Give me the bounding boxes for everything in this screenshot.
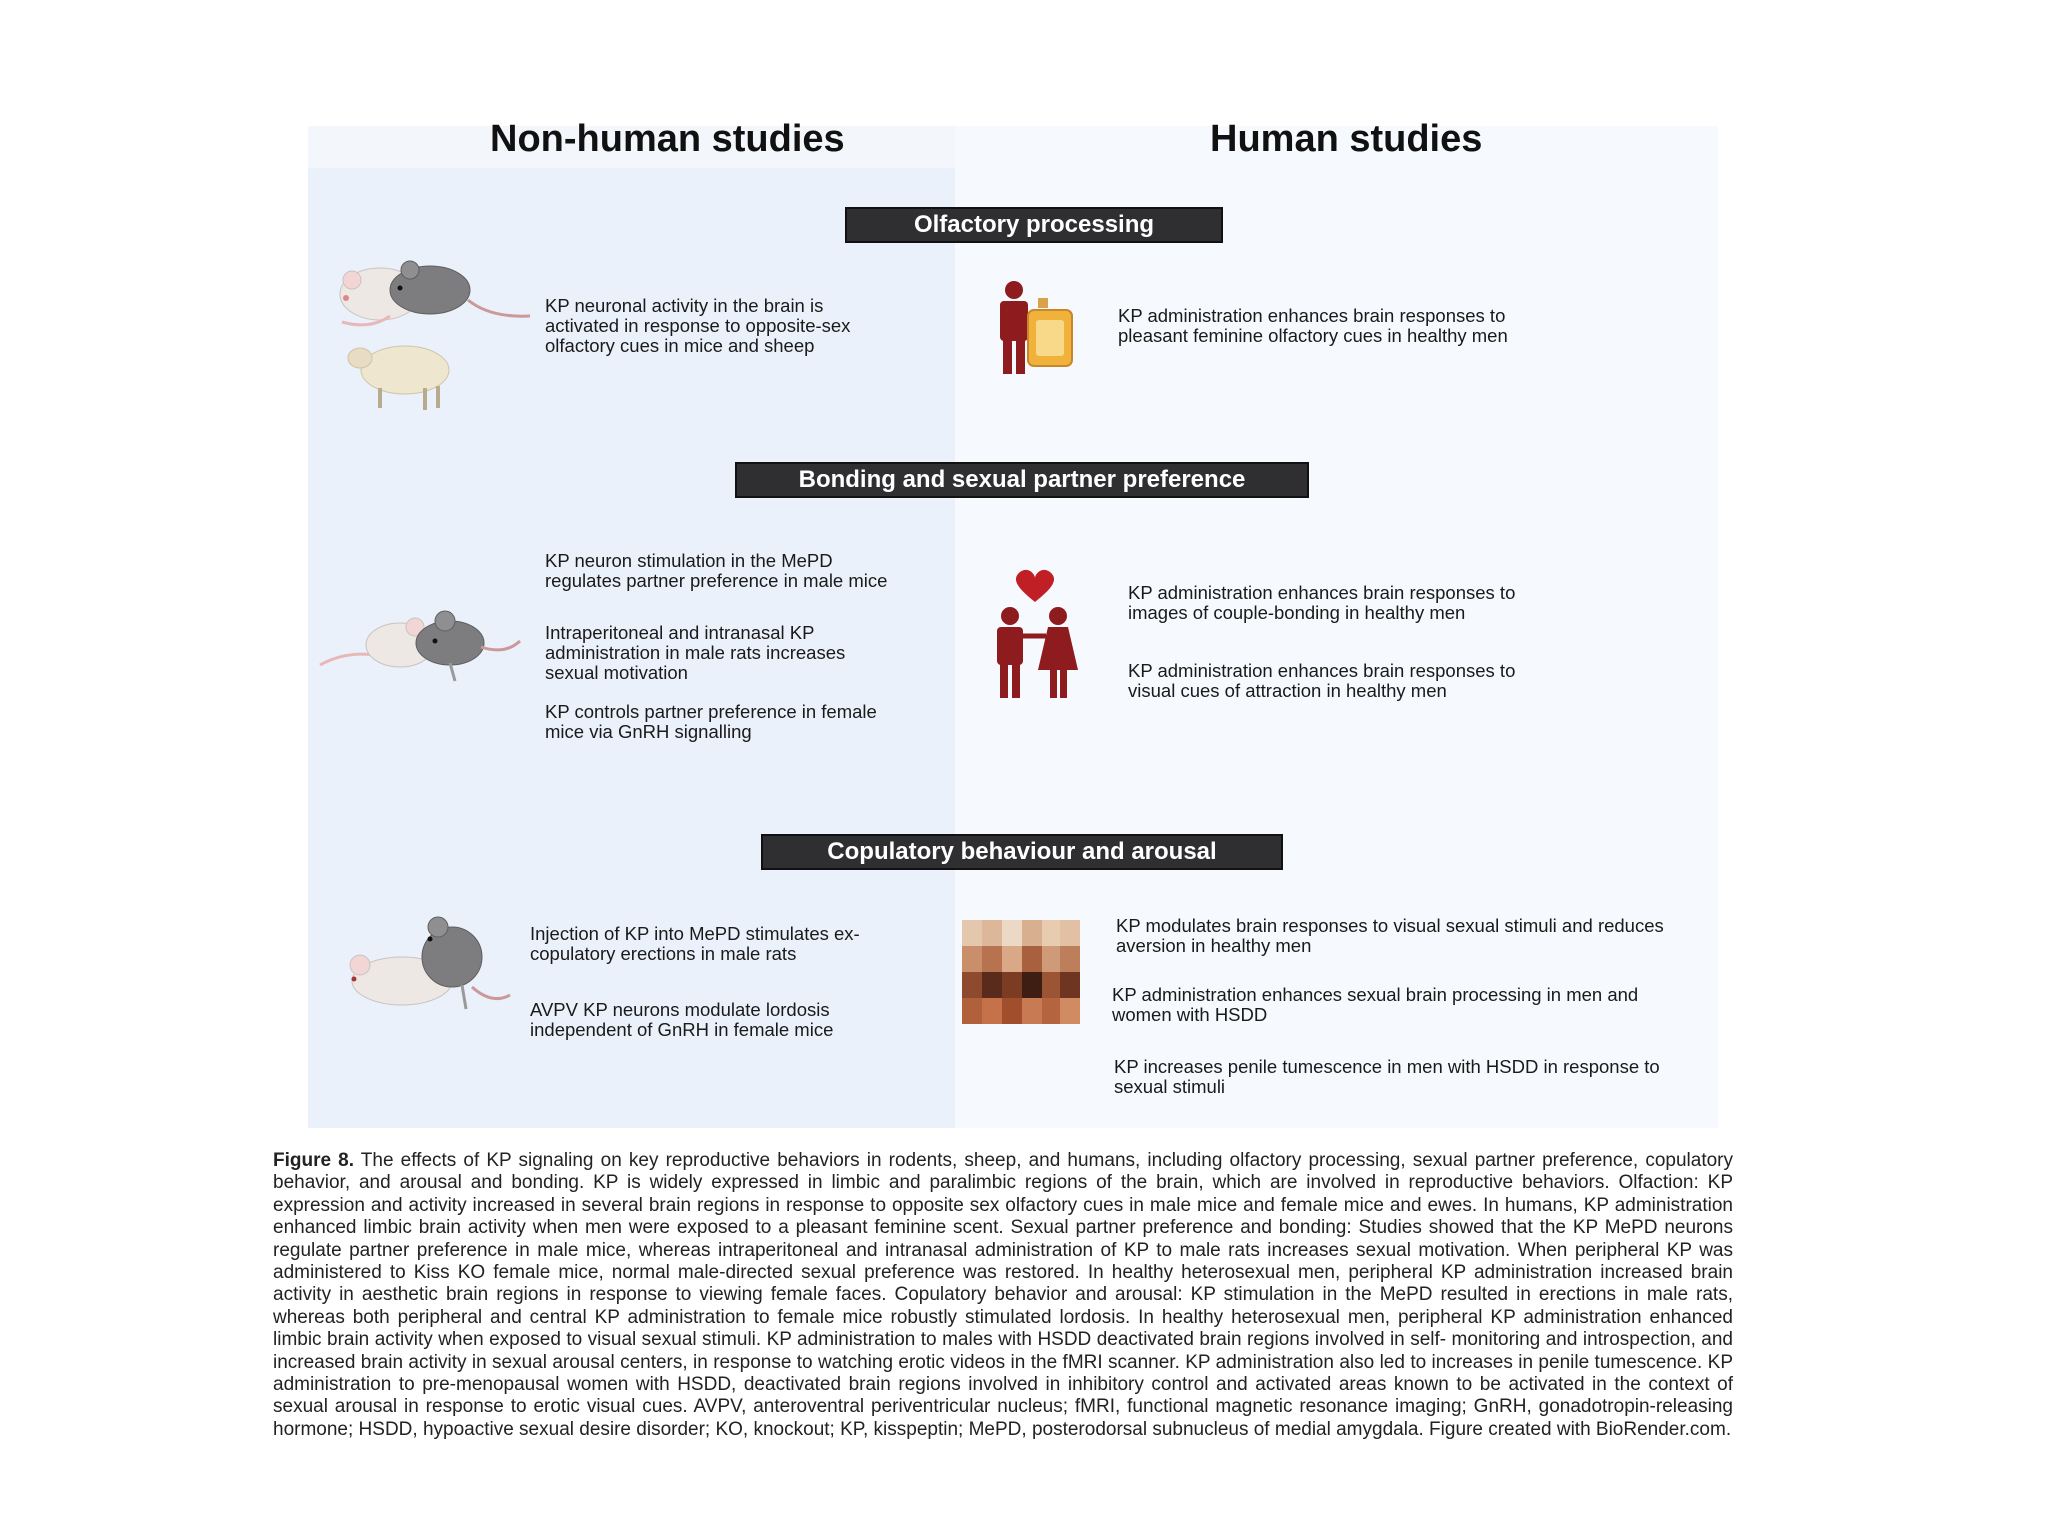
- mice-and-sheep-icon: [330, 258, 540, 418]
- pixelated-image-icon: [962, 920, 1080, 1024]
- copulatory-human-text-2: KP administration enhances sexual brain processing in men and women with HSDD: [1112, 984, 1639, 1025]
- section-olfactory-processing: Olfactory processing: [845, 207, 1223, 243]
- section-bonding-partner-preference: Bonding and sexual partner preference: [735, 462, 1309, 498]
- copulatory-nonhuman-text-2: AVPV KP neurons modulate lordosis independent of GnRH in female mice: [530, 999, 834, 1040]
- copulatory-nonhuman-text-1: Injection of KP into MePD stimulates ex- copulatory erections in male rats: [530, 923, 860, 964]
- olfactory-human-text: KP administration enhances brain responses to pleasant feminine olfactory cues in healthy men: [1118, 305, 1508, 346]
- figure-caption: [273, 1150, 1733, 1441]
- bonding-nonhuman-text-2: Intraperitoneal and intranasal KP administration in male rats increases sexual motivation: [545, 622, 846, 683]
- human-studies-title: Human studies: [1210, 118, 1483, 160]
- figure-caption-text: The effects of KP signaling on key reproductive behaviors in rodents, sheep, and humans, including olfactory processing, sexual partner preference, copulatory behavior, and arousal and bonding. KP is widely expressed in limbic and paralimbic regions of the brain, which are involved in reproductive behaviors. Olfaction: KP expression and activity increased in several brain regions in response to opposite sex olfactory cues in male mice and female mice and ewes. In humans, KP administration enhanced limbic brain activity when men were exposed to a pleasant feminine scent. Sexual partner preference and bonding: Studies showed that the KP MePD neurons regulate partner preference in male mice, whereas intraperitoneal and intranasal administration of KP to male rats increases sexual motivation. When peripheral KP was administered to Kiss KO female mice, normal male-directed sexual preference was restored. In healthy heterosexual men, peripheral KP administration increased brain activity in aesthetic brain regions in response to viewing female faces. Copulatory behavior and arousal: KP stimulation in the MePD resulted in erections in male rats, whereas both peripheral and central KP administration to female mice robustly stimulated lordosis. In healthy heterosexual men, peripheral KP administration enhanced limbic brain activity when exposed to visual sexual stimuli. KP administration to males with HSDD deactivated brain regions involved in self- monitoring and introspection, and increased brain activity in sexual arousal centers, in response to watching erotic videos in the fMRI scanner. KP administration also led to increases in penile tumescence. KP administration to pre-menopausal women with HSDD, deactivated brain regions involved in inhibitory control and activated areas known to be activated in the context of sexual arousal in response to erotic visual cues. AVPV, anteroventral periventricular nucleus; fMRI, functional magnetic resonance imaging; GnRH, gonadotropin-releasing hormone; HSDD, hypoactive sexual desire disorder; KO, knockout; KP, kisspeptin; MePD, posterodorsal subnucleus of medial amygdala. Figure created with BioRender.com.: [273, 1150, 1733, 1440]
- bonding-human-text-1: KP administration enhances brain responses to images of couple-bonding in healthy men: [1128, 582, 1516, 623]
- figure-label: Figure 8.: [273, 1150, 355, 1171]
- bonding-nonhuman-text-3: KP controls partner preference in female mice via GnRH signalling: [545, 701, 877, 742]
- couple-with-heart-icon: [990, 566, 1080, 701]
- mating-rats-icon: [342, 915, 512, 1015]
- copulatory-human-text-1: KP modulates brain responses to visual sexual stimuli and reduces aversion in healthy men: [1116, 915, 1664, 956]
- copulatory-human-text-3: KP increases penile tumescence in men with HSDD in response to sexual stimuli: [1114, 1056, 1660, 1097]
- section-copulatory-behaviour-arousal: Copulatory behaviour and arousal: [761, 834, 1283, 870]
- two-mice-icon: [315, 605, 525, 685]
- olfactory-nonhuman-text: KP neuronal activity in the brain is activated in response to opposite-sex olfactory cues in mice and sheep: [545, 295, 851, 356]
- non-human-studies-title: Non-human studies: [490, 118, 845, 160]
- bonding-human-text-2: KP administration enhances brain responses to visual cues of attraction in healthy men: [1128, 660, 1516, 701]
- bonding-nonhuman-text-1: KP neuron stimulation in the MePD regulates partner preference in male mice: [545, 550, 888, 591]
- man-with-perfume-icon: [990, 280, 1090, 380]
